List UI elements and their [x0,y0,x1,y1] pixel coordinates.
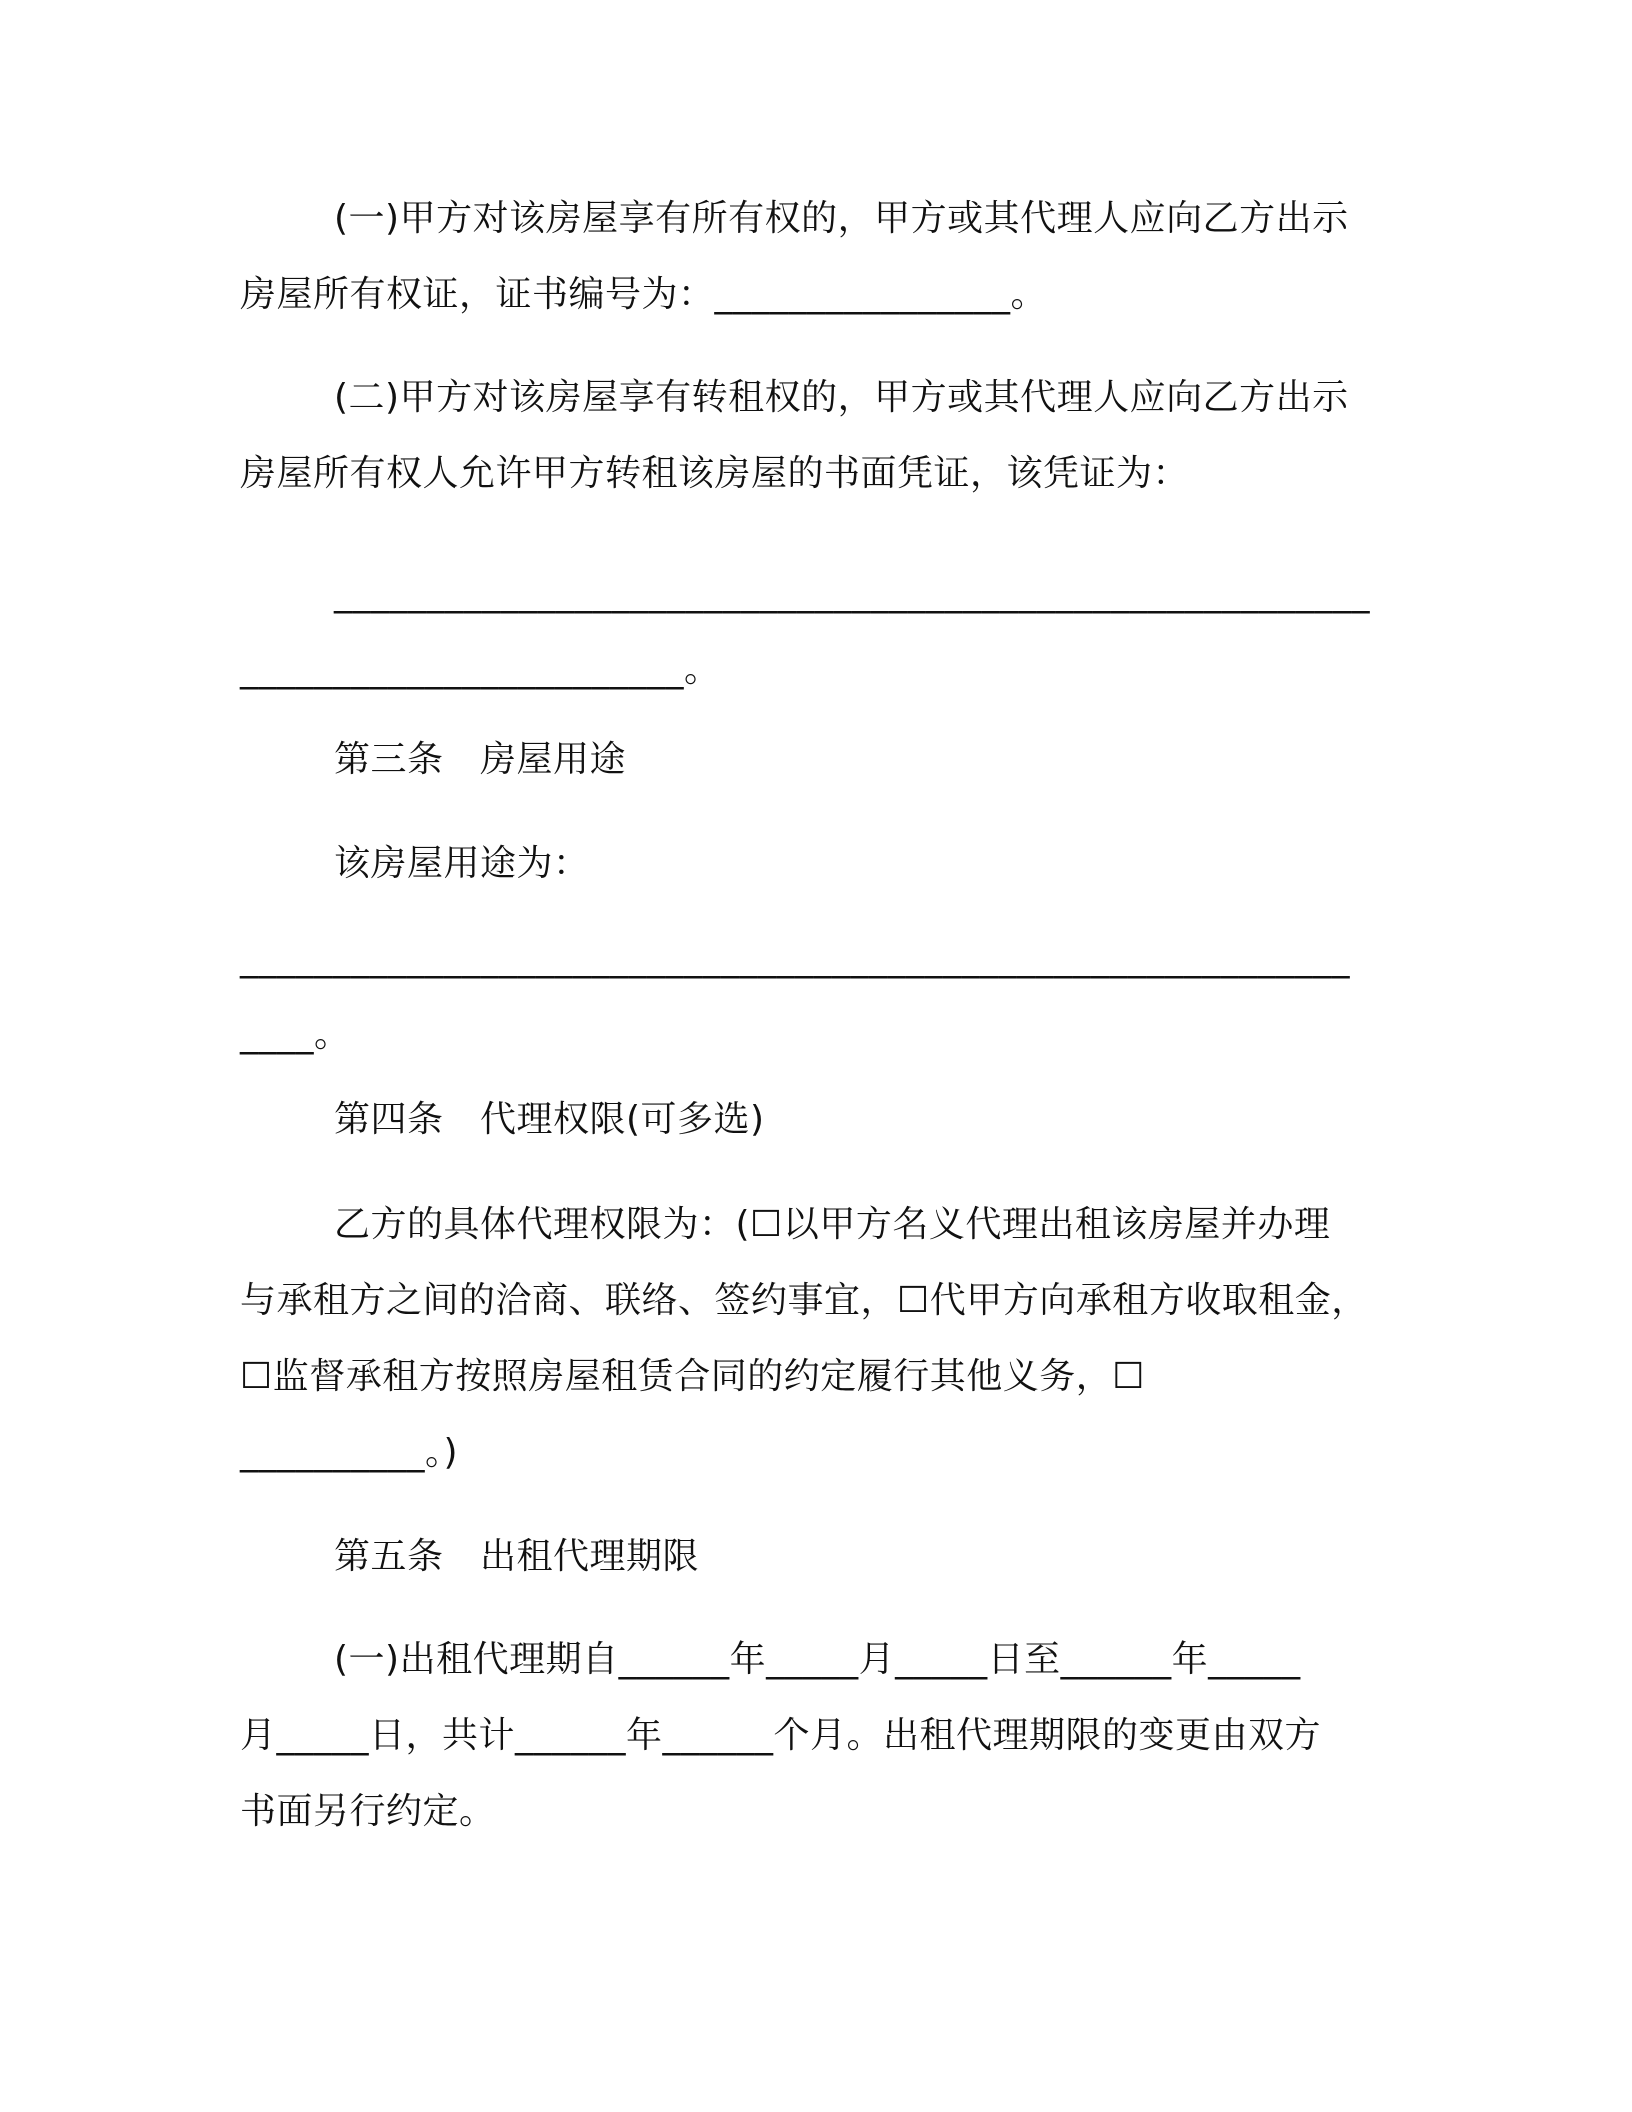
article-5-line-2: 月_____日，共计______年______个月。出租代理期限的变更由双方 [240,1715,1322,1756]
article-3-heading: 第三条 房屋用途 [334,739,627,780]
article-4-line-4: __________。) [240,1432,459,1473]
article-5-heading: 第五条 出租代理期限 [334,1536,700,1577]
article-4-line-2: 与承租方之间的洽商、联络、签约事宜，☐代甲方向承租方收取租金， [240,1280,1368,1321]
clause-2-1-line-1: (一)甲方对该房屋享有所有权的，甲方或其代理人应向乙方出示 [334,198,1349,239]
clause-2-1-line-2: 房屋所有权证，证书编号为：________________。 [240,274,1048,315]
article-3-blank-line-2: ____。 [240,1014,351,1055]
article-4-line-3: ☐监督承租方按照房屋租赁合同的约定履行其他义务，☐ [240,1356,1146,1397]
clause-2-2-blank-line-2: ________________________。 [240,649,721,690]
clause-2-2-blank-line-1: ________________________________________________________ [334,573,1370,614]
article-5-line-3: 书面另行约定。 [240,1791,496,1832]
article-5-line-1: (一)出租代理期自______年_____月_____日至______年_____ [334,1639,1301,1680]
article-3-use-label: 该房屋用途为： [334,843,590,884]
article-4-line-1: 乙方的具体代理权限为：(☐以甲方名义代理出租该房屋并办理 [334,1204,1331,1245]
clause-2-2-line-1: (二)甲方对该房屋享有转租权的，甲方或其代理人应向乙方出示 [334,377,1349,418]
article-3-blank-line-1: ____________________________________________________________ [240,938,1350,979]
article-4-heading: 第四条 代理权限(可多选) [334,1099,765,1140]
clause-2-2-line-2: 房屋所有权人允许甲方转租该房屋的书面凭证，该凭证为： [240,453,1190,494]
